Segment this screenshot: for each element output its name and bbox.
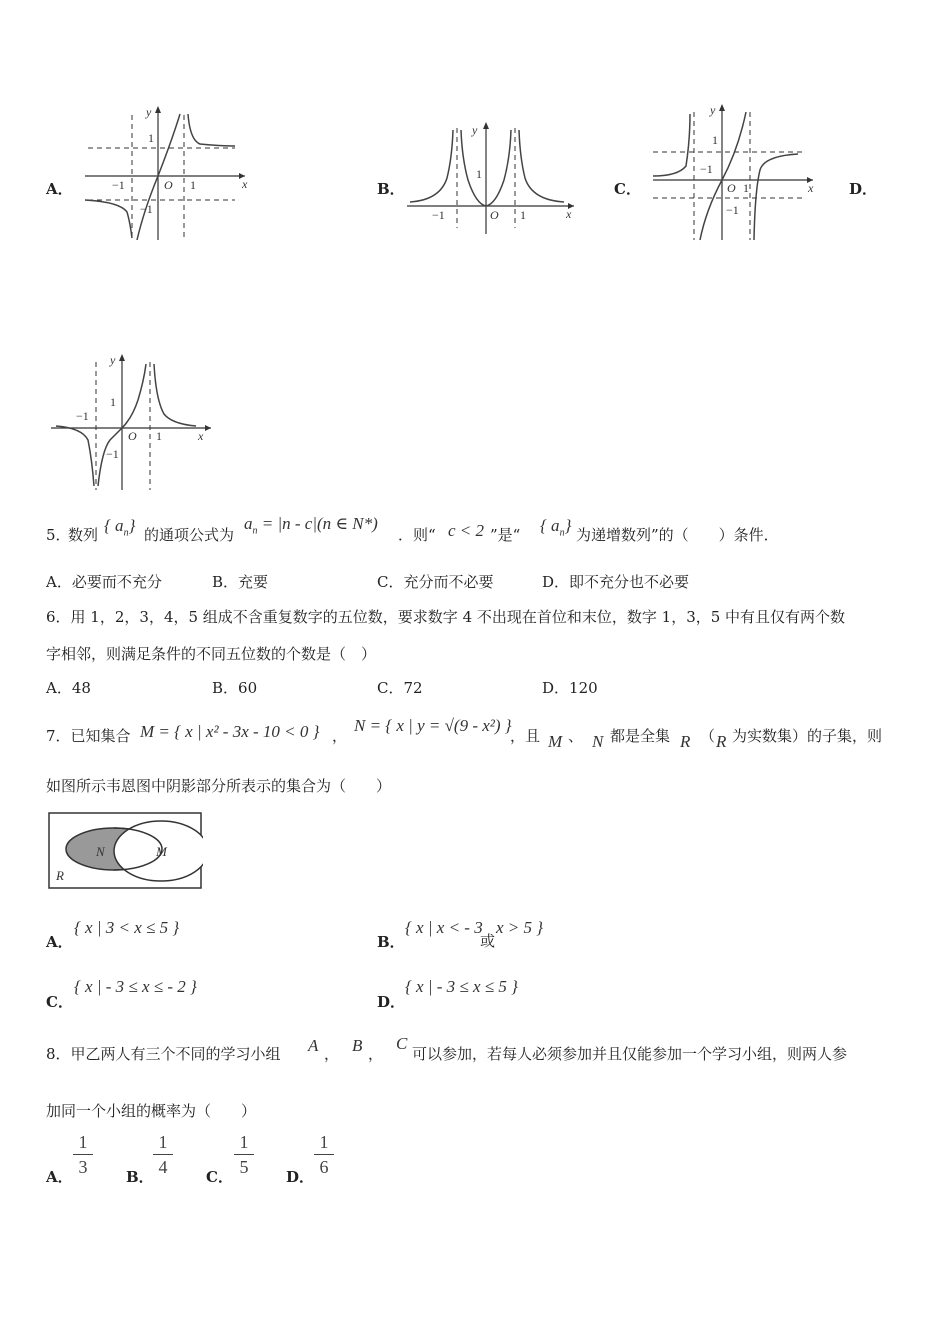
- q7-stem: 7．已知集合 M = { x | x² - 3x - 10 < 0 } ， N = { x | y = √(9 - x²) } ，且 M 、 N 都是全集 R （ R 为实数集）的子集，则: [46, 716, 883, 751]
- q5-option-b: B．充要: [212, 573, 269, 591]
- y-axis-label: y: [110, 353, 116, 367]
- q6-option-b: B．60: [212, 679, 258, 697]
- q8-option-c-fraction: 1 5: [234, 1132, 254, 1177]
- tick-neg-one: −1: [112, 178, 125, 192]
- q6-option-c: C．72: [377, 679, 423, 697]
- q7-option-d-label: D．: [377, 993, 406, 1011]
- tick-neg-one: −1: [432, 208, 445, 222]
- x-axis-label: x: [566, 207, 572, 221]
- tick-one: 1: [110, 395, 116, 409]
- tick-one: 1: [520, 208, 526, 222]
- q8-option-a-label: A．: [46, 1168, 73, 1186]
- q6-option-d: D．120: [542, 679, 598, 697]
- tick-neg-one: −1: [140, 202, 153, 216]
- option-b-label: B．: [377, 180, 405, 198]
- x-axis-label: x: [242, 177, 248, 191]
- venn-label-n: N: [96, 844, 105, 859]
- tick-one: 1: [156, 429, 162, 443]
- q8-option-c-label: C．: [206, 1168, 233, 1186]
- tick-one: 1: [148, 131, 154, 145]
- graph-b: [402, 118, 582, 238]
- option-d-label: D．: [849, 180, 878, 198]
- q8-stem-line2: 加同一个小组的概率为（ ）: [46, 1102, 257, 1120]
- q6-stem-line1: 6．用 1，2，3，4，5 组成不含重复数字的五位数，要求数字 4 不出现在首位和末位，数字 1，3，5 中有且仅有两个数: [46, 608, 846, 626]
- graph-a: [80, 100, 255, 245]
- q8-option-b-fraction: 1 4: [153, 1132, 173, 1177]
- graph-c: [648, 100, 823, 245]
- q7-option-d-set: { x | - 3 ≤ x ≤ 5 }: [405, 977, 518, 996]
- tick-neg-one: −1: [106, 447, 119, 461]
- origin-label: O: [128, 429, 137, 443]
- y-axis-label: y: [710, 103, 716, 117]
- y-axis-label: y: [146, 105, 152, 119]
- option-a-label: A．: [46, 180, 73, 198]
- tick-one: 1: [743, 181, 749, 195]
- graph-d: [46, 350, 221, 495]
- q8-stem: 8．甲乙两人有三个不同的学习小组 A ， B ， C 可以参加，若每人必须参加并且仅能参加一个学习小组，则两人参: [46, 1034, 848, 1063]
- venn-diagram: [48, 812, 203, 890]
- q7-option-c-label: C．: [46, 993, 73, 1011]
- tick-neg-one: −1: [700, 162, 713, 176]
- q7-option-b-set-b: x > 5 }: [496, 918, 544, 937]
- tick-one: 1: [476, 167, 482, 181]
- x-axis-label: x: [198, 429, 204, 443]
- tick-neg-one: −1: [76, 409, 89, 423]
- tick-one: 1: [190, 178, 196, 192]
- origin-label: O: [490, 208, 499, 222]
- q6-stem-line2: 字相邻，则满足条件的不同五位数的个数是（ ）: [46, 645, 377, 663]
- origin-label: O: [727, 181, 736, 195]
- q5-option-c: C．充分而不必要: [377, 573, 494, 591]
- tick-one: 1: [712, 133, 718, 147]
- q7-option-b-label: B．: [377, 933, 405, 951]
- q6-option-a: A．48: [46, 679, 91, 697]
- x-axis-label: x: [808, 181, 814, 195]
- q5-option-a: A．必要而不充分: [46, 573, 162, 591]
- tick-neg-one: −1: [726, 203, 739, 217]
- q7-stem-line2: 如图所示韦恩图中阴影部分所表示的集合为（ ）: [46, 777, 392, 795]
- q8-option-b-label: B．: [126, 1168, 154, 1186]
- option-c-label: C．: [614, 180, 641, 198]
- y-axis-label: y: [472, 123, 478, 137]
- q8-option-a-fraction: 1 3: [73, 1132, 93, 1177]
- venn-label-m: M: [156, 844, 167, 859]
- q8-option-d-label: D．: [286, 1168, 315, 1186]
- q8-option-d-fraction: 1 6: [314, 1132, 334, 1177]
- q7-option-a-label: A．: [46, 933, 73, 951]
- q7-option-b-set-a: { x | x < - 3: [405, 918, 483, 937]
- q7-option-c-set: { x | - 3 ≤ x ≤ - 2 }: [74, 977, 197, 996]
- origin-label: O: [164, 178, 173, 192]
- q5-option-d: D．即不充分也不必要: [542, 573, 690, 591]
- q7-option-b-or: 或: [480, 932, 496, 950]
- q7-option-a-set: { x | 3 < x ≤ 5 }: [74, 918, 180, 937]
- venn-label-r: R: [56, 868, 64, 883]
